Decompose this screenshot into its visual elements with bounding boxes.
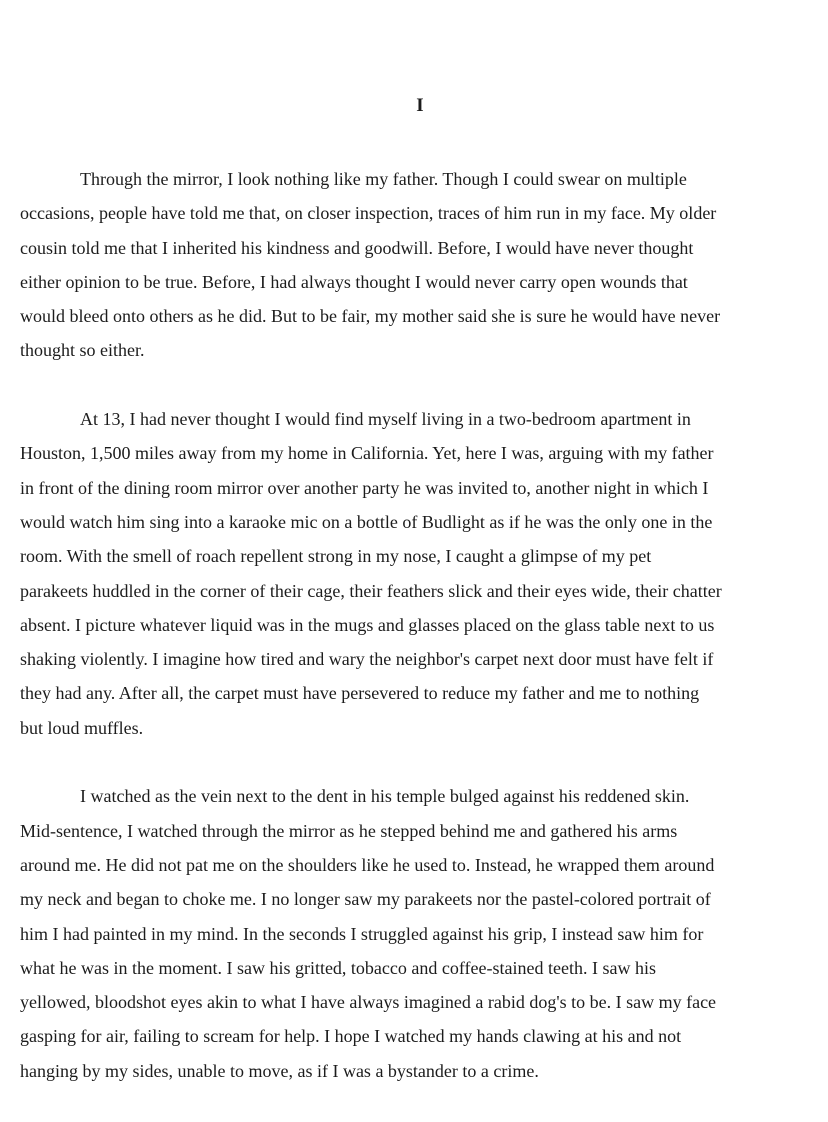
- text-line: would watch him sing into a karaoke mic on a bottle of Budlight as if he was the only one in the: [20, 511, 713, 532]
- text-line: either opinion to be true. Before, I had always thought I would never carry open wounds that: [20, 271, 688, 292]
- text-line: parakeets huddled in the corner of their cage, their feathers slick and their eyes wide, their chatter: [20, 580, 722, 601]
- paragraph-1: [20, 162, 808, 368]
- text-line: room. With the smell of roach repellent strong in my nose, I caught a glimpse of my pet: [20, 546, 652, 567]
- text-line: Houston, 1,500 miles away from my home in California. Yet, here I was, arguing with my father: [20, 443, 714, 464]
- text-line: my neck and began to choke me. I no longer saw my parakeets nor the pastel-colored portrait of: [20, 889, 711, 910]
- text-line: At 13, I had never thought I would find myself living in a two-bedroom apartment in: [80, 409, 691, 430]
- text-line: thought so either.: [20, 340, 145, 361]
- body-text: [20, 162, 808, 1122]
- text-line: I watched as the vein next to the dent in his temple bulged against his reddened skin.: [80, 786, 690, 807]
- text-line: Through the mirror, I look nothing like my father. Though I could swear on multiple: [80, 169, 687, 189]
- paragraph-3: [20, 779, 808, 1088]
- text-line: absent. I picture whatever liquid was in the mugs and glasses placed on the glass table next to us: [20, 614, 715, 635]
- text-line: but loud muffles.: [20, 717, 144, 738]
- text-line: cousin told me that I inherited his kindness and goodwill. Before, I would have never thought: [20, 237, 694, 258]
- paragraph-2: [20, 402, 808, 745]
- text-line: they had any. After all, the carpet must have persevered to reduce my father and me to nothing: [20, 683, 700, 704]
- text-line: what he was in the moment. I saw his gritted, tobacco and coffee-stained teeth. I saw his: [20, 957, 656, 978]
- text-line: occasions, people have told me that, on closer inspection, traces of him run in my face. My older: [20, 203, 717, 224]
- text-line: around me. He did not pat me on the shoulders like he used to. Instead, he wrapped them around: [20, 854, 715, 875]
- text-line: in front of the dining room mirror over another party he was invited to, another night in which I: [20, 477, 709, 498]
- text-line: him I had painted in my mind. In the seconds I struggled against his grip, I instead saw him for: [20, 923, 704, 944]
- text-line: yellowed, bloodshot eyes akin to what I have always imagined a rabid dog's to be. I saw my face: [20, 992, 717, 1013]
- text-line: would bleed onto others as he did. But to be fair, my mother said she is sure he would have never: [20, 306, 721, 327]
- text-line: shaking violently. I imagine how tired and wary the neighbor's carpet next door must have felt if: [20, 649, 714, 670]
- text-line: gasping for air, failing to scream for help. I hope I watched my hands clawing at his and not: [20, 1026, 682, 1047]
- text-line: Mid-sentence, I watched through the mirror as he stepped behind me and gathered his arms: [20, 820, 678, 841]
- chapter-heading: I: [416, 95, 424, 116]
- text-line: hanging by my sides, unable to move, as if I was a bystander to a crime.: [20, 1060, 539, 1081]
